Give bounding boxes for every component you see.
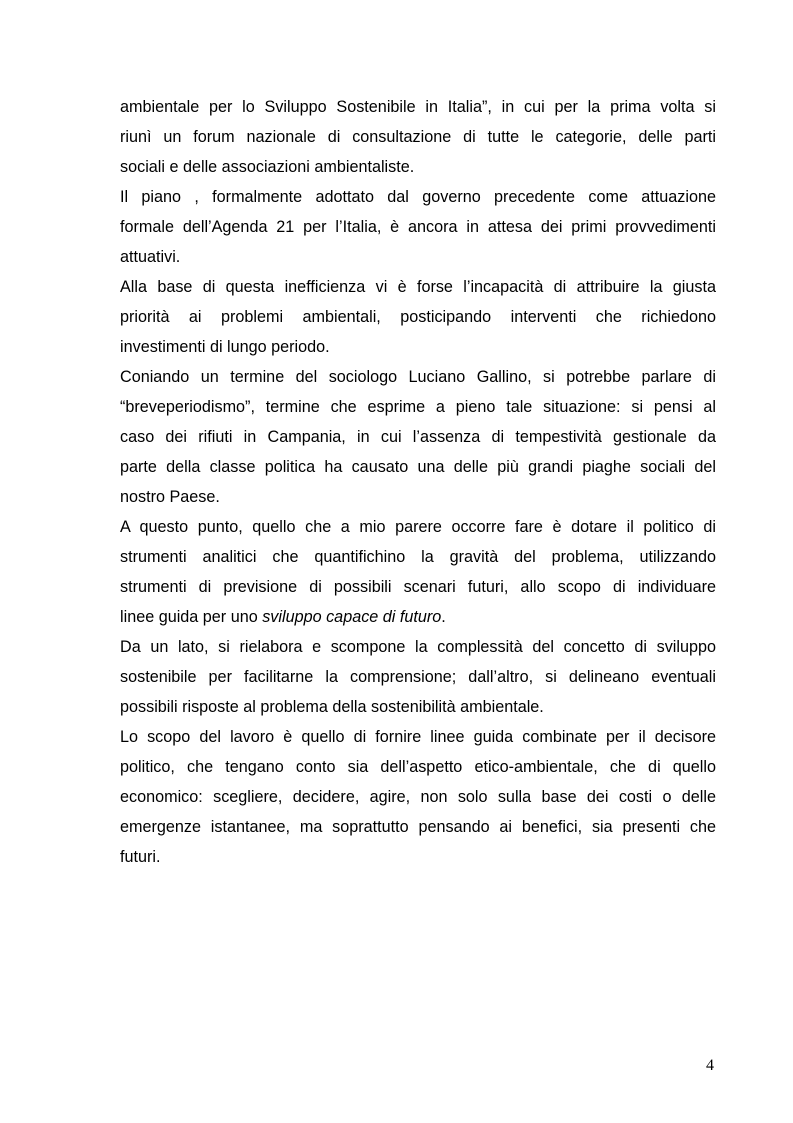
text-line-with-italic	[120, 602, 716, 632]
text-line: investimenti di lungo periodo.	[120, 338, 330, 356]
text-line: “breveperiodismo”, termine che esprime a pieno tale situazione: si pensi al	[120, 398, 716, 416]
text-line: A questo punto, quello che a mio parere occorre fare è dotare il politico di	[120, 518, 716, 536]
text-line: Da un lato, si rielabora e scompone la complessità del concetto di sviluppo	[120, 638, 716, 656]
text-line: parte della classe politica ha causato una delle più grandi piaghe sociali del	[120, 458, 716, 476]
text-line: politico, che tengano conto sia dell’aspetto etico-ambientale, che di quello	[120, 758, 716, 776]
text-line: Coniando un termine del sociologo Luciano Gallino, si potrebbe parlare di	[120, 368, 716, 386]
text-line: futuri.	[120, 848, 161, 866]
text-line: formale dell’Agenda 21 per l’Italia, è ancora in attesa dei primi provvedimenti	[120, 218, 716, 236]
italic-phrase: sviluppo capace di futuro	[262, 608, 442, 626]
text-line: strumenti analitici che quantifichino la gravità del problema, utilizzando	[120, 548, 716, 566]
text-line: nostro Paese.	[120, 488, 220, 506]
text-line: sociali e delle associazioni ambientaliste.	[120, 158, 415, 176]
text-line: strumenti di previsione di possibili scenari futuri, allo scopo di individuare	[120, 578, 716, 596]
text-line: attuativi.	[120, 248, 181, 266]
text-line: caso dei rifiuti in Campania, in cui l’assenza di tempestività gestionale da	[120, 428, 716, 446]
text-segment: linee guida per uno	[120, 608, 263, 626]
body-text	[120, 92, 716, 872]
text-line: riunì un forum nazionale di consultazione di tutte le categorie, delle parti	[120, 128, 716, 146]
text-line: possibili risposte al problema della sostenibilità ambientale.	[120, 698, 544, 716]
text-line: emergenze istantanee, ma soprattutto pensando ai benefici, sia presenti che	[120, 818, 716, 836]
text-line: Il piano , formalmente adottato dal governo precedente come attuazione	[120, 188, 716, 206]
text-line: economico: scegliere, decidere, agire, non solo sulla base dei costi o delle	[120, 788, 716, 806]
text-line: Lo scopo del lavoro è quello di fornire linee guida combinate per il decisore	[120, 728, 716, 746]
text-line: ambientale per lo Sviluppo Sostenibile in Italia”, in cui per la prima volta si	[120, 98, 716, 116]
text-line: priorità ai problemi ambientali, posticipando interventi che richiedono	[120, 308, 716, 326]
text-line: sostenibile per facilitarne la comprensione; dall’altro, si delineano eventuali	[120, 668, 716, 686]
text-line: Alla base di questa inefficienza vi è forse l’incapacità di attribuire la giusta	[120, 278, 716, 296]
page-number: 4	[706, 1057, 714, 1074]
text-segment: .	[441, 608, 446, 626]
